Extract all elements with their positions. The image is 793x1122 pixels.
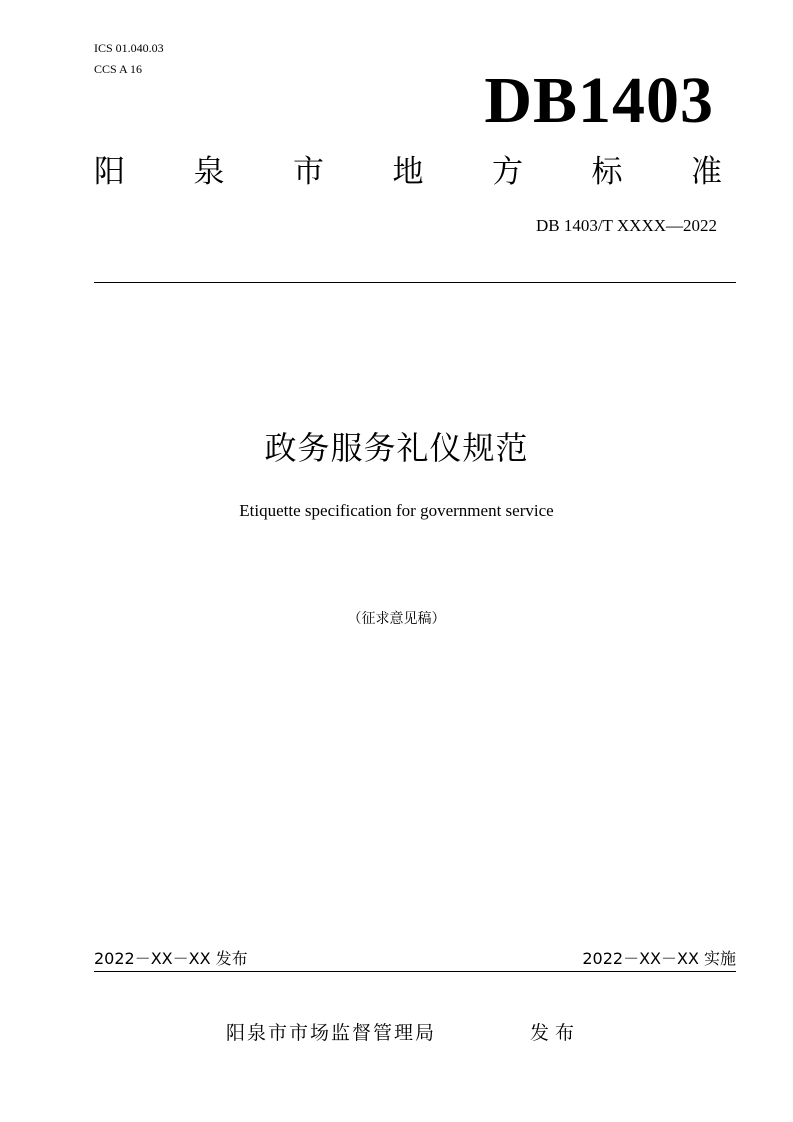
standard-code: DB1403 [484,64,714,137]
issue-date: 2022－XX－XX 发布 [94,949,248,968]
standard-type-char: 标 [591,154,623,190]
issuing-authority: 阳泉市市场监督管理局 [226,1022,437,1044]
draft-note: （征求意见稿） [347,611,446,627]
top-divider [94,282,736,283]
standard-type-char: 市 [293,154,324,190]
ccs-code: CCS A 16 [94,62,143,76]
ics-code: ICS 01.040.03 [94,41,164,55]
bottom-divider [94,971,736,972]
standard-number: DB 1403/T XXXX—2022 [535,216,717,235]
standard-type-char: 方 [492,154,523,190]
standard-type-char: 地 [392,154,424,190]
issue-action: 发布 [530,1022,581,1044]
document-title-english: Etiquette specification for government service [239,501,554,520]
standard-type [94,150,722,194]
standard-type-char: 准 [691,154,722,190]
implementation-date: 2022－XX－XX 实施 [582,949,736,968]
standard-type-char: 阳 [94,154,125,190]
document-title-chinese: 政务服务礼仪规范 [264,429,529,467]
standard-type-char: 泉 [193,154,225,190]
